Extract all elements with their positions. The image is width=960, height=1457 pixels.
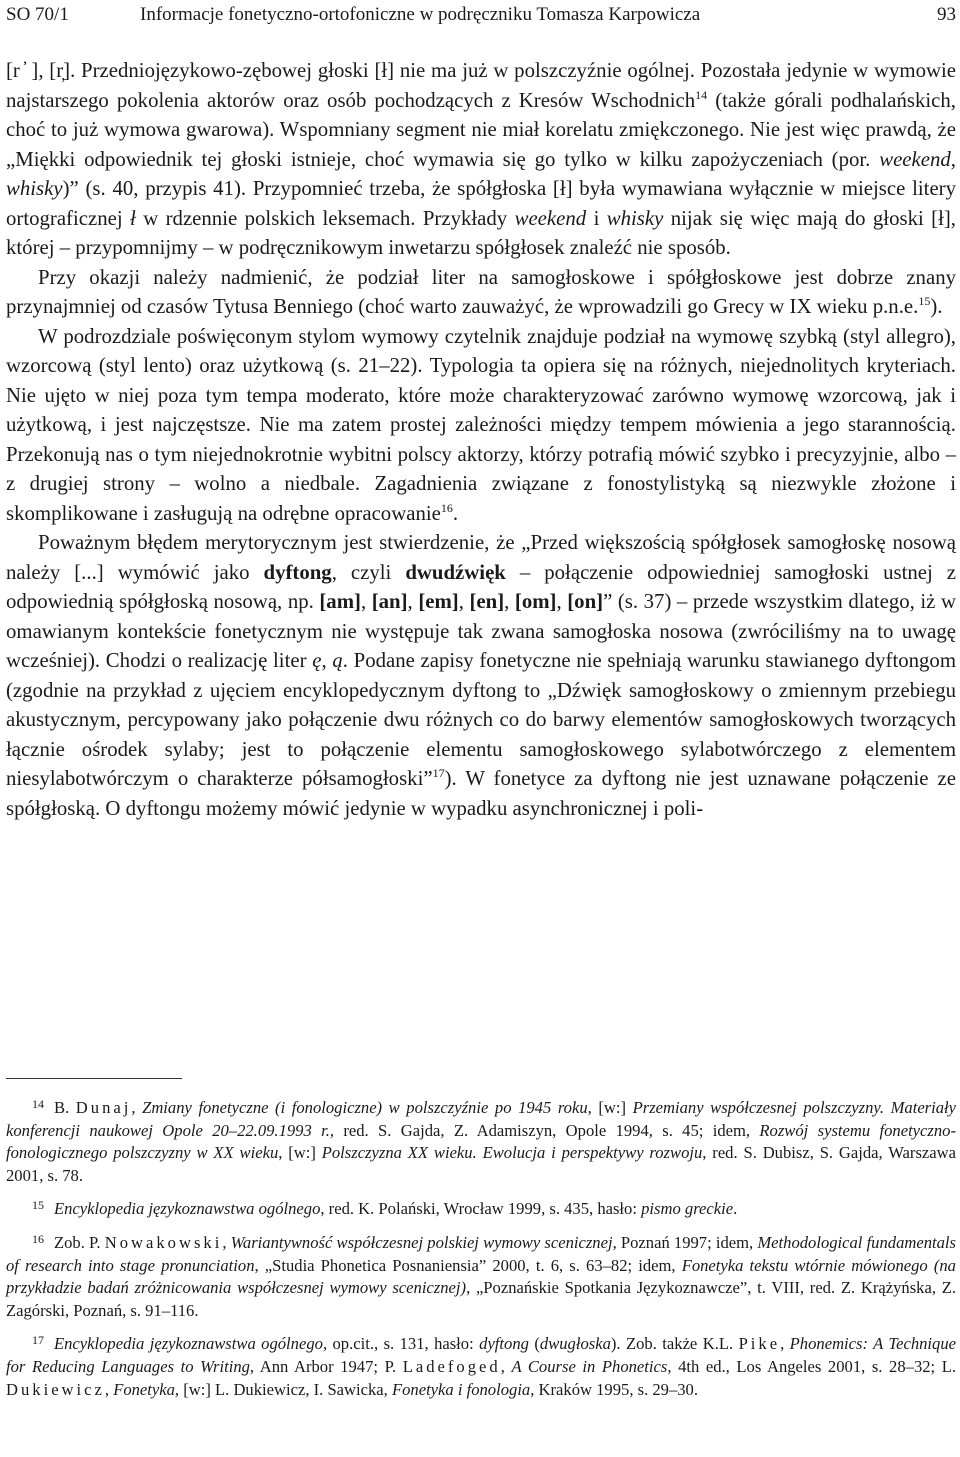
text-run: , Ann Arbor 1947; P.	[249, 1356, 403, 1376]
text-run: [r ̓ ], [r̦]. Przedniojęzykowo-zębowej głoski [ł] nie ma już w polszczyźnie ogólnej. Pozostała jedynie w wymowie najstarszego pokolenia aktorów oraz osób pochodzących z Kresów Wschodnich	[6, 59, 956, 112]
footnote-16	[6, 1232, 956, 1322]
text-run: , [w:] L. Dukiewicz, I. Sawicka,	[174, 1379, 392, 1399]
text-run: ,	[321, 649, 333, 672]
paragraph-2	[6, 263, 956, 322]
text-run: Przy okazji należy nadmienić, że podział liter na samogłoskowe i spółgłoskowe jest dobrze znany przynajmniej od czasów Tytusa Benniego (choć warto zauważyć, że wprowadzili go Grecy w IX wieku p.n.e.	[6, 265, 956, 318]
text-run: , red. S. Gajda, Z. Adamiszyn, Opole 1994, s. 45; idem,	[329, 1120, 760, 1140]
text-run: Zob. P.	[54, 1232, 105, 1252]
work-title: Methodological fundamentals of research into stage pronunciation	[6, 1232, 956, 1275]
text-run: ,	[500, 1356, 512, 1376]
bold-term: [am]	[319, 590, 361, 613]
author-name: Nowakowski	[104, 1232, 223, 1252]
text-run: Poważnym błędem merytorycznym jest stwierdzenie, że „Przed większością spółgłosek samogłoskę nosową należy [...] wymówić jako	[6, 531, 956, 584]
text-run: w rdzennie polskich leksemach. Przykłady	[135, 206, 515, 230]
work-title: Wariantywność współczesnej polskiej wymowy scenicznej	[230, 1232, 613, 1252]
footnote-number: 15	[32, 1198, 44, 1213]
bold-term: dwudźwięk	[405, 560, 506, 584]
footnote-ref-14: 14	[695, 87, 708, 102]
work-title: Rozwój systemu fonetyczno-fonologicznego polszczyzny w XX wieku	[6, 1120, 956, 1163]
entry-term: pismo greckie	[641, 1199, 734, 1219]
text-run: , [w:]	[278, 1143, 322, 1163]
bold-term: [on]	[567, 590, 604, 613]
running-title: Informacje fonetyczno-ortofoniczne w podręczniku Tomasza Karpowicza	[140, 4, 701, 25]
entry-term: dwugłoska	[539, 1334, 611, 1354]
text-run: , 4th ed., Los Angeles 2001, s. 28–32; L.	[667, 1356, 957, 1376]
footnote-15	[6, 1198, 956, 1221]
footnote-number: 17	[32, 1333, 44, 1348]
text-run: , red. K. Polański, Wrocław 1999, s. 435, hasło:	[320, 1199, 642, 1219]
text-run: ,	[407, 590, 419, 613]
work-title: Polszczyzna XX wieku. Ewolucja i perspektywy rozwoju	[321, 1143, 703, 1163]
italic-term: whisky	[6, 177, 63, 200]
text-run: (także górali podhalańskich, choć to już wymowa gwarowa). Wspomniany segment nie miał korelatu zmiękczonego. Nie jest więc prawdą, że „Miękki odpowiednik tej głoski istnieje, choć wymawia się go tylko w kilku zapożyczeniach (por.	[6, 88, 956, 171]
text-run: ,	[950, 147, 956, 171]
footnote-number: 14	[32, 1097, 44, 1111]
main-text	[6, 56, 956, 823]
text-run: ,	[360, 590, 372, 613]
text-run: )” (s. 40, przypis 41). Przypomnieć trzeba, że spółgłoska [ł] była wymawiana wyłącznie w miejsce litery ortograficznej	[6, 177, 956, 230]
italic-term: ą	[332, 649, 343, 672]
text-run: . Podane zapisy fonetyczne nie spełniają warunku stawianego dyftongom (zgodnie na przykład z ujęciem encyklopedycznym dyftong to „Dźwięk samogłoskowy o zmiennym przebiegu akustycznym, percypowany jako połączenie dwu różnych co do barwy elementów samogłoskowych tworzących łącznie ośrodek sylaby; jest to połączenie elementu samogłoskowego sylabotwórczego z elementem niesylabotwórczym o charakterze półsamogłoski”	[6, 649, 956, 790]
italic-term: weekend	[879, 147, 951, 171]
work-title: A Course in Phonetics	[511, 1356, 668, 1376]
bold-term: [om]	[514, 590, 557, 613]
text-run: ,	[556, 590, 568, 613]
paragraph-4	[6, 528, 956, 823]
italic-term: ł	[130, 206, 136, 230]
bold-term: [em]	[418, 590, 459, 613]
text-run: , red. S. Dubisz, S. Gajda, Warszawa 2001, s. 78.	[6, 1143, 956, 1185]
footnote-17	[6, 1333, 956, 1401]
author-name: Ladefoged	[402, 1356, 501, 1376]
text-run: ). W fonetyce za dyftong nie jest uznawane połączenie ze spółgłoską. O dyftongu możemy mówić jedynie w wypadku asynchronicznej i poli-	[6, 767, 956, 820]
text-run: ,	[222, 1232, 231, 1252]
text-run: – połączenie odpowiedniej samogłoski ustnej z odpowiednią spółgłoską nosową, np.	[6, 560, 957, 613]
bold-term: dyftong	[263, 560, 332, 584]
bold-term: [en]	[469, 590, 505, 613]
author-name: Dukiewicz	[6, 1379, 105, 1399]
work-title: Przemiany współczesnej polszczyzny. Materiały konferencji naukowej Opole 20–22.09.1993 r.	[6, 1098, 957, 1140]
running-header	[6, 0, 956, 30]
footnote-ref-16: 16	[440, 500, 453, 515]
footnote-number: 16	[32, 1231, 44, 1246]
text-run: ,	[104, 1379, 114, 1399]
text-run: ” (s. 37) – przede wszystkim dlatego, iż w omawianym kontekście fonetycznym nie występuje tak zwana samogłoska nosowa (zwróciliśmy na to uwagę wcześniej). Chodzi o realizację liter	[6, 590, 956, 672]
text-run: nijak się więc mają do głoski [ł], której – przypomnijmy – w podręcznikowym inwetarzu spółgłosek znaleźć nie sposób.	[6, 206, 956, 259]
work-title: Encyklopedia językoznawstwa ogólnego	[54, 1334, 323, 1354]
text-run: (	[528, 1334, 540, 1354]
work-title: Phonemics: A Technique for Reducing Languages to Writing	[6, 1334, 956, 1376]
text-run: , czyli	[331, 560, 406, 584]
page-number: 93	[937, 4, 956, 25]
text-run: , op.cit., s. 131, hasło:	[322, 1334, 480, 1354]
work-title: Fonetyka i fonologia	[391, 1379, 531, 1399]
italic-term: ę	[312, 649, 322, 672]
text-run: W podrozdziale poświęconym stylom wymowy czytelnik znajduje podział na wymowę szybką (styl allegro), wzorcową (styl lento) oraz użytkową (s. 21–22). Typologia ta opiera się na różnych, niejednolitych kryteriach. Nie ujęto w niej poza tym tempa moderato, które może charakteryzować zarówno wymowę wzorcową, jak i użytkową, i jest najczęstsze. Nie ma zatem prostej zależności między tempem mówienia a jego starannością. Przekonują nas o tym niejednokrotnie wybitni polscy aktorzy, którzy potrafią mówić szybko i precyzyjnie, albo – z drugiej strony – wolno a niedbale. Zagadnienia związane z fonostylistyką są niezwykle złożone i skomplikowane i zasługują na odrębne opracowanie	[6, 324, 956, 525]
paragraph-3	[6, 322, 956, 529]
text-run: , „Poznańskie Spotkania Językoznawcze”, t. VIII, red. Z. Krążyńska, Z. Zagórski, Poznań, s. 91–116.	[6, 1278, 957, 1320]
text-run: B.	[54, 1098, 76, 1117]
work-title: Zmiany fonetyczne (i fonologiczne) w polszczyźnie po 1945 roku	[142, 1098, 588, 1117]
work-title: Fonetyka	[113, 1379, 175, 1399]
text-run: ,	[458, 590, 470, 613]
author-name: Dunaj	[75, 1098, 132, 1117]
italic-term: whisky	[606, 206, 664, 230]
text-run: i	[586, 206, 607, 230]
journal-issue: SO 70/1	[6, 4, 69, 25]
text-run: .	[452, 501, 459, 525]
footnote-14	[6, 1097, 956, 1187]
bold-term: [an]	[371, 590, 408, 613]
text-run: , [w:]	[587, 1098, 633, 1117]
text-run: , Kraków 1995, s. 29–30.	[530, 1379, 699, 1399]
entry-term: dyftong	[479, 1334, 529, 1354]
text-run: ). Zob. także K.L.	[610, 1334, 739, 1354]
text-run: .	[733, 1199, 738, 1219]
text-run: , „Studia Phonetica Posnaniensia” 2000, t. 6, s. 63–82; idem,	[254, 1255, 682, 1275]
footnote-ref-15: 15	[918, 294, 931, 308]
work-title: Encyklopedia językoznawstwa ogólnego	[54, 1199, 321, 1219]
work-title: Fonetyka tekstu wtórnie mówionego (na przykładzie badań zróżnicowania współczesnej wymowy scenicznej)	[6, 1255, 956, 1298]
text-run: , Poznań 1997; idem,	[612, 1232, 758, 1252]
author-name: Pike	[738, 1334, 781, 1354]
text-run: ,	[504, 590, 515, 613]
footnote-ref-17: 17	[432, 766, 445, 780]
text-run: ,	[131, 1098, 143, 1117]
text-run: ).	[930, 295, 943, 318]
text-run: ,	[780, 1334, 790, 1354]
footnote-rule	[6, 1078, 182, 1079]
paragraph-1	[6, 56, 956, 263]
footnotes	[6, 1078, 956, 1412]
italic-term: weekend	[514, 206, 587, 230]
